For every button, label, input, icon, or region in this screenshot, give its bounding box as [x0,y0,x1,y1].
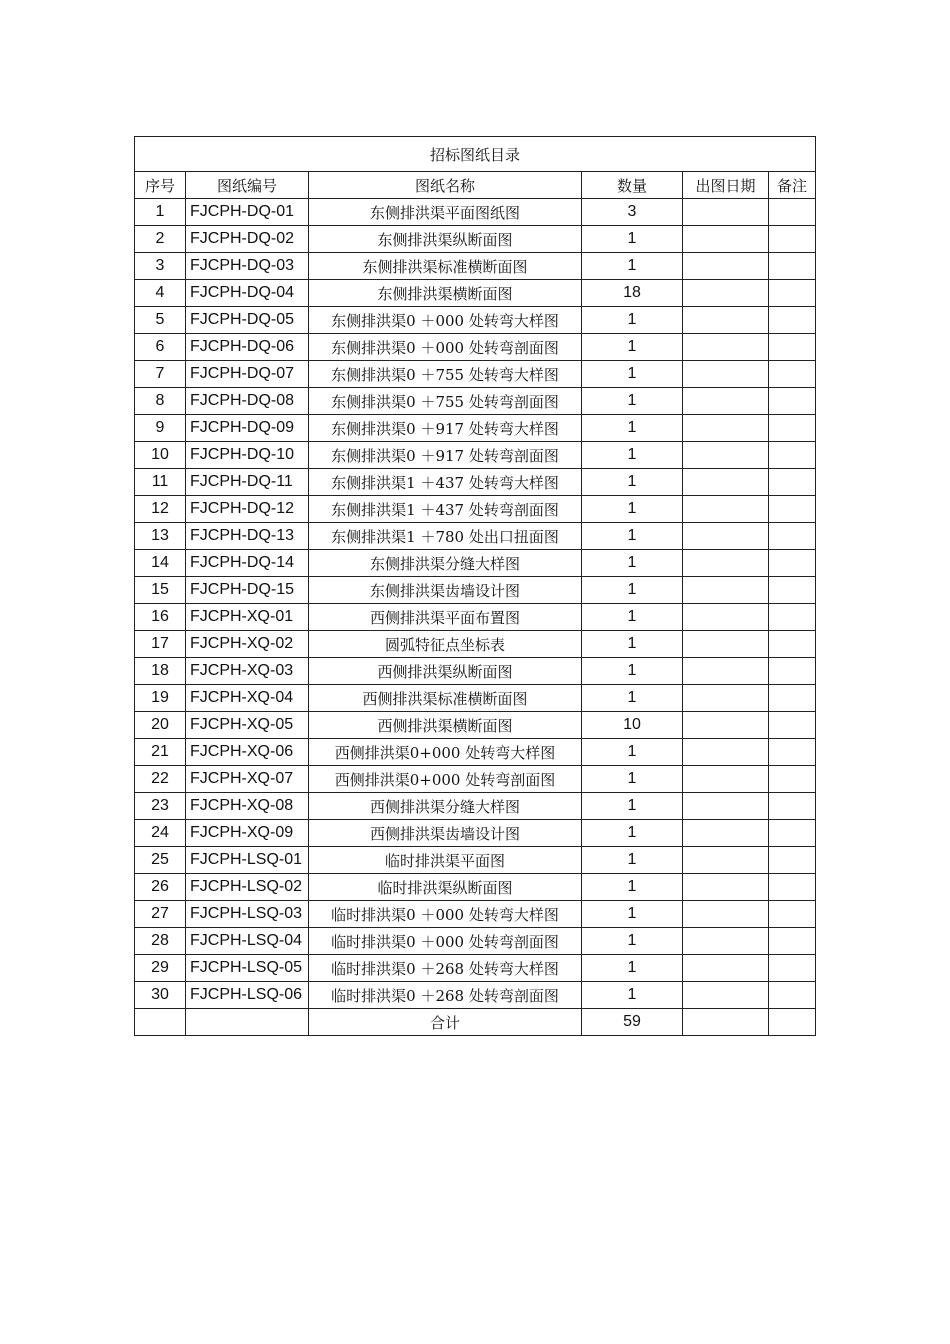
row-date-cell [683,334,769,361]
row-qty-cell: 1 [582,955,683,982]
row-code-cell: FJCPH-DQ-10 [186,442,309,469]
row-qty-cell: 1 [582,604,683,631]
table-row [135,766,816,793]
row-no-cell: 6 [135,334,186,361]
row-code-cell: FJCPH-XQ-05 [186,712,309,739]
row-code-cell: FJCPH-XQ-06 [186,739,309,766]
row-date-cell [683,415,769,442]
row-remark-cell [769,901,816,928]
row-date-cell [683,631,769,658]
row-remark-cell [769,928,816,955]
row-name-cell: 东侧排洪渠纵断面图 [309,226,582,253]
table-row [135,469,816,496]
row-name-cell: 东侧排洪渠0 ＋000 处转弯大样图 [309,307,582,334]
row-remark-cell [769,550,816,577]
row-remark-cell [769,982,816,1009]
row-qty-cell: 1 [582,334,683,361]
table-row [135,928,816,955]
row-code-cell: FJCPH-DQ-07 [186,361,309,388]
row-name-cell: 东侧排洪渠平面图纸图 [309,199,582,226]
row-code-cell: FJCPH-LSQ-05 [186,955,309,982]
row-date-cell [683,658,769,685]
row-qty-cell: 10 [582,712,683,739]
table-row [135,901,816,928]
row-date-cell [683,469,769,496]
row-code-cell: FJCPH-XQ-04 [186,685,309,712]
row-no-cell: 10 [135,442,186,469]
table-row [135,604,816,631]
row-qty-cell: 1 [582,982,683,1009]
table-row [135,847,816,874]
row-date-cell [683,712,769,739]
row-remark-cell [769,766,816,793]
row-name-cell: 东侧排洪渠1 ＋780 处出口扭面图 [309,523,582,550]
row-date-cell [683,307,769,334]
row-no-cell: 23 [135,793,186,820]
row-no-cell: 20 [135,712,186,739]
row-name-cell: 东侧排洪渠0 ＋000 处转弯剖面图 [309,334,582,361]
row-qty-cell: 1 [582,442,683,469]
row-name-cell: 东侧排洪渠分缝大样图 [309,550,582,577]
row-remark-cell [769,442,816,469]
row-qty-cell: 1 [582,874,683,901]
row-no-cell: 9 [135,415,186,442]
row-date-cell [683,847,769,874]
header-remark: 备注 [769,172,816,199]
row-remark-cell [769,847,816,874]
row-name-cell: 临时排洪渠0 ＋000 处转弯大样图 [309,901,582,928]
table-row [135,361,816,388]
row-remark-cell [769,820,816,847]
row-remark-cell [769,604,816,631]
row-name-cell: 东侧排洪渠0 ＋755 处转弯剖面图 [309,388,582,415]
row-remark-cell [769,496,816,523]
row-code-cell: FJCPH-DQ-11 [186,469,309,496]
row-name-cell: 西侧排洪渠齿墙设计图 [309,820,582,847]
row-remark-cell [769,658,816,685]
row-code-cell: FJCPH-XQ-01 [186,604,309,631]
row-date-cell [683,577,769,604]
row-code-cell: FJCPH-LSQ-06 [186,982,309,1009]
row-no-cell: 18 [135,658,186,685]
row-code-cell: FJCPH-DQ-03 [186,253,309,280]
row-qty-cell: 1 [582,307,683,334]
row-date-cell [683,226,769,253]
row-name-cell: 西侧排洪渠标准横断面图 [309,685,582,712]
table-row [135,658,816,685]
row-no-cell: 13 [135,523,186,550]
row-date-cell [683,982,769,1009]
table-row [135,334,816,361]
row-no-cell: 3 [135,253,186,280]
table-row [135,820,816,847]
row-remark-cell [769,793,816,820]
row-remark-cell [769,361,816,388]
row-name-cell: 东侧排洪渠0 ＋917 处转弯剖面图 [309,442,582,469]
row-code-cell: FJCPH-DQ-05 [186,307,309,334]
row-qty-cell: 1 [582,550,683,577]
row-qty-cell: 1 [582,388,683,415]
table-row [135,685,816,712]
row-no-cell: 12 [135,496,186,523]
row-no-cell: 7 [135,361,186,388]
row-remark-cell [769,280,816,307]
row-qty-cell: 1 [582,415,683,442]
row-name-cell: 西侧排洪渠平面布置图 [309,604,582,631]
row-name-cell: 临时排洪渠平面图 [309,847,582,874]
row-qty-cell: 1 [582,820,683,847]
row-date-cell [683,199,769,226]
row-qty-cell: 1 [582,739,683,766]
table-header-row [135,172,816,199]
row-no-cell: 17 [135,631,186,658]
row-remark-cell [769,685,816,712]
row-date-cell [683,874,769,901]
row-remark-cell [769,253,816,280]
row-name-cell: 东侧排洪渠齿墙设计图 [309,577,582,604]
row-date-cell [683,388,769,415]
row-code-cell: FJCPH-LSQ-03 [186,901,309,928]
row-no-cell: 29 [135,955,186,982]
row-remark-cell [769,307,816,334]
row-code-cell: FJCPH-DQ-13 [186,523,309,550]
row-name-cell: 西侧排洪渠0+000 处转弯剖面图 [309,766,582,793]
table-row [135,955,816,982]
row-date-cell [683,550,769,577]
row-qty-cell: 1 [582,766,683,793]
row-name-cell: 临时排洪渠0 ＋268 处转弯剖面图 [309,982,582,1009]
row-qty-cell: 1 [582,631,683,658]
row-date-cell [683,928,769,955]
row-name-cell: 东侧排洪渠1 ＋437 处转弯剖面图 [309,496,582,523]
row-no-cell: 14 [135,550,186,577]
row-no-cell: 28 [135,928,186,955]
table-row [135,523,816,550]
table-row [135,307,816,334]
row-code-cell: FJCPH-XQ-02 [186,631,309,658]
row-no-cell: 16 [135,604,186,631]
row-name-cell: 圆弧特征点坐标表 [309,631,582,658]
drawing-catalog-table [134,136,816,1036]
row-qty-cell: 1 [582,577,683,604]
total-row [135,1009,816,1036]
row-remark-cell [769,388,816,415]
row-no-cell: 30 [135,982,186,1009]
row-qty-cell: 1 [582,253,683,280]
table-row [135,280,816,307]
header-qty: 数量 [582,172,683,199]
row-remark-cell [769,955,816,982]
row-name-cell: 东侧排洪渠0 ＋917 处转弯大样图 [309,415,582,442]
header-name: 图纸名称 [309,172,582,199]
row-qty-cell: 1 [582,469,683,496]
row-date-cell [683,955,769,982]
row-remark-cell [769,199,816,226]
table-row [135,442,816,469]
row-date-cell [683,901,769,928]
row-qty-cell: 1 [582,928,683,955]
row-code-cell: FJCPH-LSQ-04 [186,928,309,955]
row-remark-cell [769,334,816,361]
row-date-cell [683,442,769,469]
row-remark-cell [769,469,816,496]
row-name-cell: 临时排洪渠纵断面图 [309,874,582,901]
total-remark-cell [769,1009,816,1036]
row-name-cell: 西侧排洪渠纵断面图 [309,658,582,685]
row-qty-cell: 1 [582,523,683,550]
row-date-cell [683,739,769,766]
row-name-cell: 东侧排洪渠0 ＋755 处转弯大样图 [309,361,582,388]
row-code-cell: FJCPH-XQ-08 [186,793,309,820]
table-row [135,253,816,280]
table-title: 招标图纸目录 [135,137,816,172]
row-remark-cell [769,739,816,766]
row-no-cell: 15 [135,577,186,604]
row-no-cell: 4 [135,280,186,307]
row-no-cell: 24 [135,820,186,847]
table-row [135,226,816,253]
row-qty-cell: 1 [582,496,683,523]
row-date-cell [683,766,769,793]
table-row [135,199,816,226]
row-no-cell: 5 [135,307,186,334]
row-no-cell: 2 [135,226,186,253]
row-name-cell: 东侧排洪渠横断面图 [309,280,582,307]
row-qty-cell: 1 [582,658,683,685]
row-qty-cell: 1 [582,361,683,388]
row-code-cell: FJCPH-DQ-09 [186,415,309,442]
header-date: 出图日期 [683,172,769,199]
table-row [135,577,816,604]
row-code-cell: FJCPH-XQ-03 [186,658,309,685]
total-date-cell [683,1009,769,1036]
row-remark-cell [769,523,816,550]
row-date-cell [683,253,769,280]
total-code-cell [186,1009,309,1036]
row-date-cell [683,685,769,712]
row-code-cell: FJCPH-DQ-14 [186,550,309,577]
row-code-cell: FJCPH-DQ-01 [186,199,309,226]
row-name-cell: 东侧排洪渠1 ＋437 处转弯大样图 [309,469,582,496]
row-no-cell: 22 [135,766,186,793]
table-row [135,874,816,901]
row-qty-cell: 1 [582,847,683,874]
row-qty-cell: 1 [582,901,683,928]
total-label: 合计 [309,1009,582,1036]
row-qty-cell: 1 [582,685,683,712]
table-row [135,631,816,658]
table-caption-row [135,137,816,172]
row-qty-cell: 3 [582,199,683,226]
row-remark-cell [769,874,816,901]
row-remark-cell [769,577,816,604]
row-code-cell: FJCPH-DQ-12 [186,496,309,523]
table-row [135,415,816,442]
row-date-cell [683,361,769,388]
row-remark-cell [769,226,816,253]
row-no-cell: 25 [135,847,186,874]
row-name-cell: 西侧排洪渠横断面图 [309,712,582,739]
row-code-cell: FJCPH-XQ-09 [186,820,309,847]
row-qty-cell: 1 [582,793,683,820]
row-date-cell [683,820,769,847]
table-row [135,496,816,523]
row-date-cell [683,523,769,550]
row-date-cell [683,280,769,307]
table-row [135,712,816,739]
row-name-cell: 西侧排洪渠0+000 处转弯大样图 [309,739,582,766]
row-code-cell: FJCPH-XQ-07 [186,766,309,793]
row-code-cell: FJCPH-DQ-04 [186,280,309,307]
row-no-cell: 21 [135,739,186,766]
row-code-cell: FJCPH-DQ-08 [186,388,309,415]
row-qty-cell: 18 [582,280,683,307]
row-code-cell: FJCPH-LSQ-01 [186,847,309,874]
row-name-cell: 东侧排洪渠标准横断面图 [309,253,582,280]
row-name-cell: 临时排洪渠0 ＋268 处转弯大样图 [309,955,582,982]
table-row [135,739,816,766]
row-date-cell [683,793,769,820]
row-no-cell: 19 [135,685,186,712]
row-code-cell: FJCPH-DQ-15 [186,577,309,604]
row-name-cell: 临时排洪渠0 ＋000 处转弯剖面图 [309,928,582,955]
drawing-catalog-sheet [134,136,816,1036]
total-qty: 59 [582,1009,683,1036]
row-code-cell: FJCPH-DQ-06 [186,334,309,361]
row-remark-cell [769,631,816,658]
row-qty-cell: 1 [582,226,683,253]
header-no: 序号 [135,172,186,199]
row-no-cell: 26 [135,874,186,901]
row-code-cell: FJCPH-LSQ-02 [186,874,309,901]
row-code-cell: FJCPH-DQ-02 [186,226,309,253]
table-row [135,793,816,820]
table-row [135,982,816,1009]
row-remark-cell [769,712,816,739]
row-date-cell [683,496,769,523]
row-no-cell: 11 [135,469,186,496]
row-no-cell: 1 [135,199,186,226]
table-row [135,550,816,577]
row-name-cell: 西侧排洪渠分缝大样图 [309,793,582,820]
row-remark-cell [769,415,816,442]
total-no-cell [135,1009,186,1036]
row-date-cell [683,604,769,631]
table-row [135,388,816,415]
header-code: 图纸编号 [186,172,309,199]
row-no-cell: 27 [135,901,186,928]
row-no-cell: 8 [135,388,186,415]
